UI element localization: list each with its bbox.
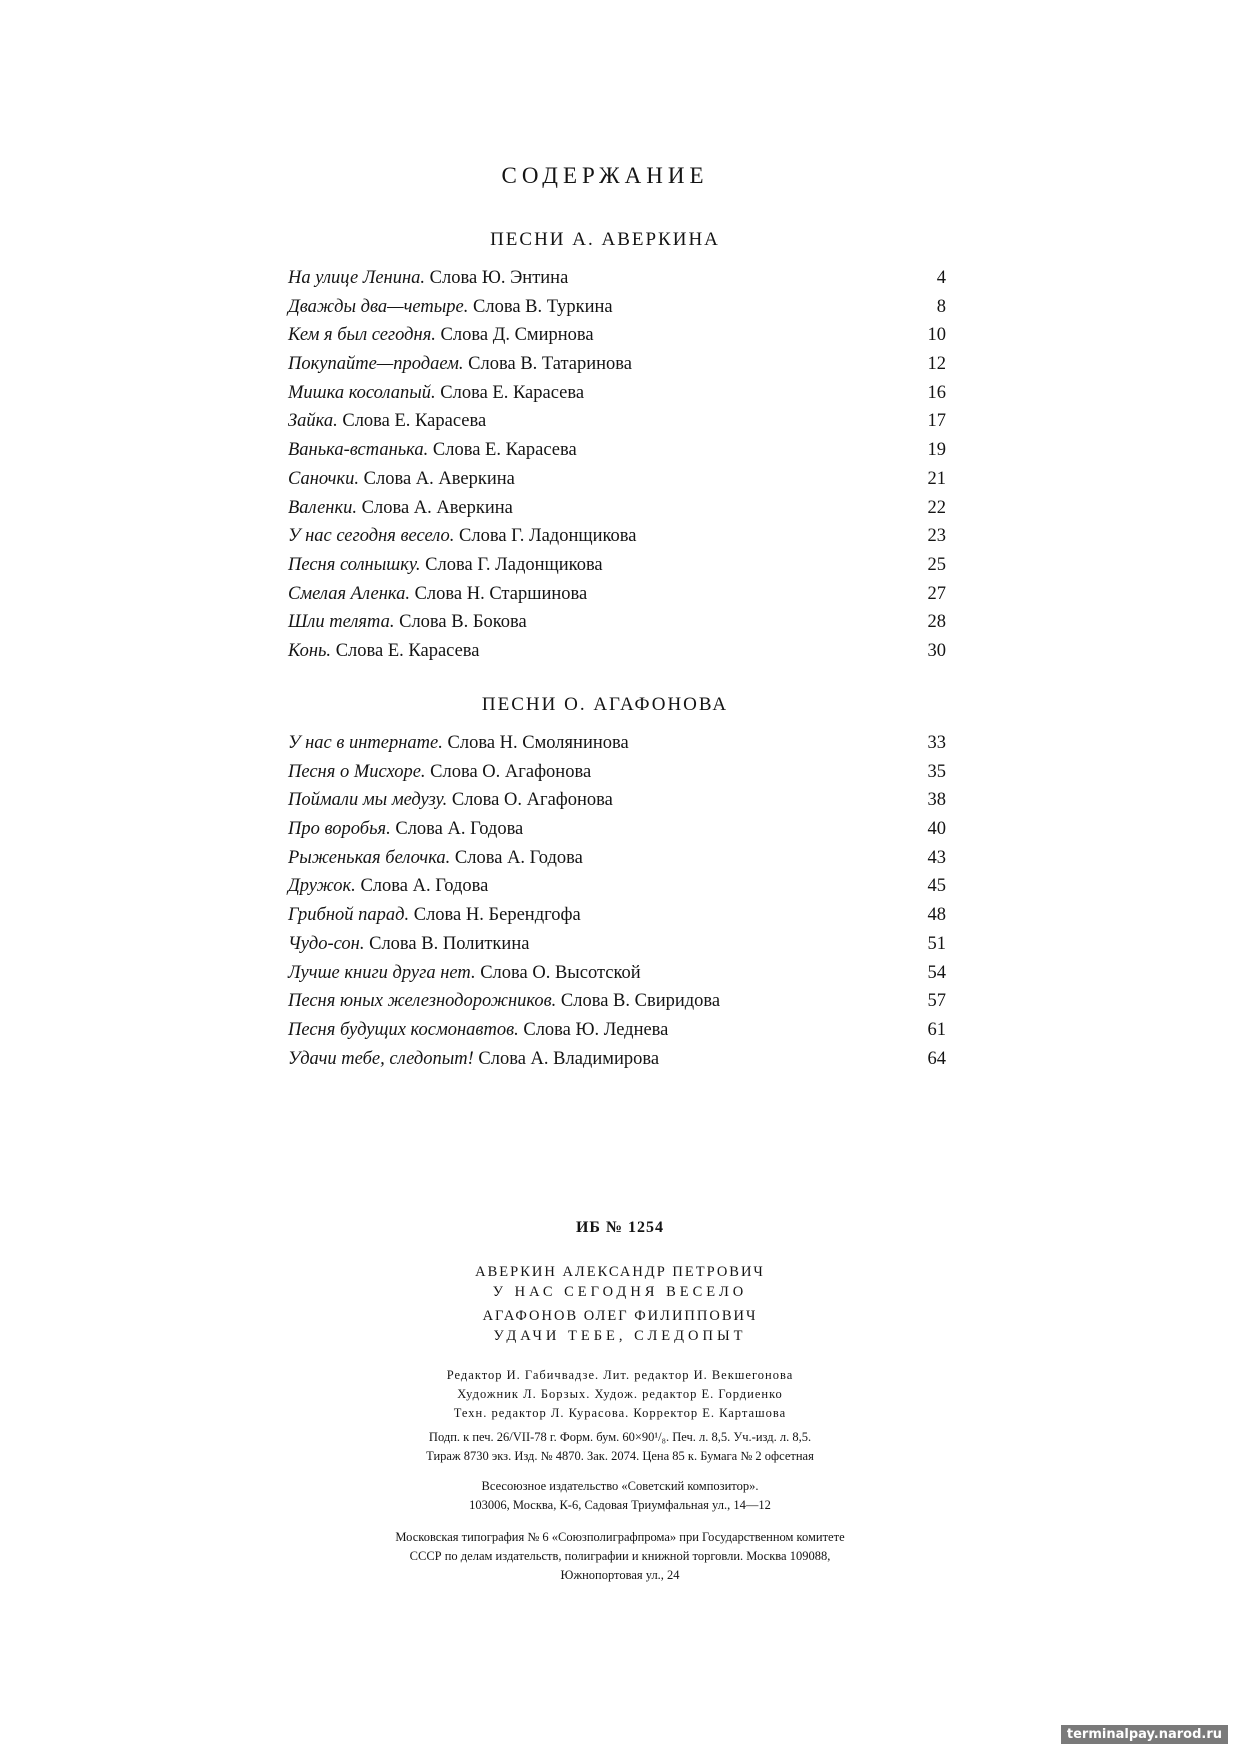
toc-entry: [288, 297, 946, 326]
toc-entry-text: [288, 268, 568, 289]
page-number: 19: [927, 440, 946, 461]
toc-entry: [288, 762, 946, 791]
page-number: 10: [927, 325, 946, 346]
song-title: Шли телята.: [288, 612, 395, 633]
toc-entry: [288, 411, 946, 440]
song-title: Рыженькая белочка.: [288, 847, 451, 868]
page-number: 21: [927, 468, 946, 489]
toc-entry-text: [288, 790, 613, 811]
lyricist: Слова А. Владимирова: [478, 1048, 660, 1069]
song-title: На улице Ленина.: [288, 268, 426, 288]
page-number: 64: [927, 1048, 946, 1069]
page-number: 17: [927, 411, 946, 432]
toc-entry: [288, 905, 946, 934]
lyricist: Слова О. Агафонова: [430, 761, 592, 782]
toc-entry-text: [288, 641, 480, 662]
imprint-book-1: У НАС СЕГОДНЯ ВЕСЕЛО: [492, 1284, 748, 1300]
page-number: 12: [927, 354, 946, 375]
song-title: У нас сегодня весело.: [288, 526, 455, 547]
ib-number: ИБ № 1254: [575, 1219, 665, 1236]
page-number: 35: [927, 761, 946, 782]
lyricist: Слова Е. Карасева: [432, 440, 577, 461]
page-number: 25: [927, 554, 946, 575]
page-number: 28: [927, 612, 946, 633]
spec-line: Тираж 8730 экз. Изд. № 4870. Зак. 2074. Цена 85 к. Бумага № 2 офсетная: [426, 1449, 814, 1463]
lyricist: Слова Ю. Леднева: [523, 1019, 669, 1040]
toc-entry-text: [288, 526, 637, 547]
lyricist: Слова А. Годова: [395, 819, 524, 840]
toc-entry: [288, 790, 946, 819]
toc-entry: [288, 325, 946, 354]
toc-entry-text: [288, 440, 577, 461]
toc-entry: [288, 991, 946, 1020]
lyricist: Слова Н. Смолянинова: [447, 733, 629, 753]
imprint-specs: [0, 1428, 1240, 1466]
lyricist: Слова А. Аверкина: [363, 468, 515, 489]
toc-entry: [288, 963, 946, 992]
lyricist: Слова А. Аверкина: [361, 497, 513, 518]
toc-entry: [288, 876, 946, 905]
page-number: 48: [927, 905, 946, 926]
toc-entry: [288, 819, 946, 848]
page-number: 45: [927, 876, 946, 897]
toc-list-agafonov: [288, 733, 946, 1077]
lyricist: Слова Г. Ладонщикова: [459, 526, 637, 547]
printer-line: Московская типография № 6 «Союзполиграфпрома» при Государственном комитете: [395, 1530, 845, 1544]
page-number: 51: [927, 933, 946, 954]
song-title: Саночки.: [288, 468, 360, 489]
song-title: Поймали мы медузу.: [288, 790, 448, 811]
song-title: Дважды два—четыре.: [288, 296, 469, 317]
toc-entry: [288, 733, 946, 762]
song-title: Дружок.: [288, 876, 356, 897]
song-title: Зайка.: [288, 411, 338, 432]
toc-entry-text: [288, 555, 603, 576]
toc-entry-text: [288, 498, 513, 519]
imprint-credits: [0, 1366, 1240, 1423]
toc-entry: [288, 934, 946, 963]
toc-entry-text: [288, 905, 581, 926]
page-number: 43: [927, 847, 946, 868]
song-title: У нас в интернате.: [288, 733, 443, 753]
toc-entry: [288, 440, 946, 469]
song-title: Песня юных железнодорожников.: [288, 991, 557, 1012]
imprint-titles: [0, 1262, 1240, 1346]
toc-entry: [288, 383, 946, 412]
imprint-author-2: АГАФОНОВ ОЛЕГ ФИЛИППОВИЧ: [482, 1308, 758, 1324]
page-title: СОДЕРЖАНИЕ: [501, 163, 709, 188]
lyricist: Слова В. Татаринова: [468, 354, 633, 375]
page-number: 40: [927, 819, 946, 840]
toc-entry-text: [288, 297, 613, 318]
toc-entry-text: [288, 762, 591, 783]
song-title: Чудо-сон.: [288, 933, 365, 954]
toc-entry: [288, 469, 946, 498]
imprint-publisher: [0, 1477, 1240, 1515]
toc-entry: [288, 612, 946, 641]
toc-entry-text: [288, 612, 527, 633]
song-title: Мишка косолапый.: [288, 382, 436, 403]
section-heading-agafonov: ПЕСНИ О. АГАФОНОВА: [481, 694, 729, 715]
toc-entry: [288, 1049, 946, 1078]
page-number: 33: [927, 733, 946, 753]
song-title: Валенки.: [288, 497, 357, 518]
song-title: Конь.: [288, 640, 332, 661]
song-title: Смелая Аленка.: [288, 583, 410, 604]
page-number: 27: [927, 583, 946, 604]
lyricist: Слова О. Агафонова: [451, 790, 613, 811]
credit-line: Редактор И. Габичвадзе. Лит. редактор И. Векшегонова: [446, 1368, 794, 1382]
lyricist: Слова Ю. Энтина: [429, 268, 569, 288]
lyricist: Слова Д. Смирнова: [440, 325, 594, 346]
toc-entry: [288, 268, 946, 297]
toc-entry-text: [288, 584, 587, 605]
toc-entry: [288, 526, 946, 555]
song-title: Песня будущих космонавтов.: [288, 1019, 519, 1040]
song-title: Покупайте—продаем.: [288, 354, 464, 375]
imprint-author-1: АВЕРКИН АЛЕКСАНДР ПЕТРОВИЧ: [475, 1264, 765, 1280]
page-number: 57: [927, 991, 946, 1012]
toc-entry-text: [288, 876, 488, 897]
page-number: 4: [936, 268, 946, 288]
section-heading-averkin: ПЕСНИ А. АВЕРКИНА: [490, 229, 720, 250]
toc-entry: [288, 584, 946, 613]
toc-entry: [288, 1020, 946, 1049]
page-number: 8: [936, 296, 946, 317]
spec-line: Подп. к печ. 26/VII-78 г. Форм. бум. 60×90¹/₈. Печ. л. 8,5. Уч.-изд. л. 8,5.: [428, 1430, 812, 1444]
toc-entry-text: [288, 819, 523, 840]
watermark: terminalpay.narod.ru: [1061, 1725, 1228, 1744]
page-number: 22: [927, 497, 946, 518]
toc-entry: [288, 555, 946, 584]
toc-entry: [288, 498, 946, 527]
credit-line: Художник Л. Борзых. Худож. редактор Е. Гордиенко: [457, 1387, 783, 1401]
toc-entry-text: [288, 934, 529, 955]
toc-entry: [288, 641, 946, 670]
song-title: Грибной парад.: [288, 905, 410, 926]
printer-line: СССР по делам издательств, полиграфии и книжной торговли. Москва 109088,: [409, 1549, 831, 1563]
imprint-printer: [0, 1528, 1240, 1585]
toc-entry-text: [288, 354, 632, 375]
printer-line: Южнопортовая ул., 24: [560, 1568, 680, 1582]
lyricist: Слова Г. Ладонщикова: [425, 554, 603, 575]
toc-entry-text: [288, 1020, 668, 1041]
page-number: 30: [927, 640, 946, 661]
lyricist: Слова В. Бокова: [399, 612, 527, 633]
lyricist: Слова Е. Карасева: [335, 640, 480, 661]
toc-entry-text: [288, 963, 641, 984]
lyricist: Слова Е. Карасева: [342, 411, 487, 432]
credit-line: Техн. редактор Л. Курасова. Корректор Е. Карташова: [453, 1406, 787, 1420]
publisher-line: 103006, Москва, К-6, Садовая Триумфальная ул., 14—12: [469, 1498, 771, 1512]
lyricist: Слова А. Годова: [454, 847, 583, 868]
song-title: Удачи тебе, следопыт!: [288, 1048, 474, 1069]
lyricist: Слова В. Политкина: [369, 933, 530, 954]
imprint-book-2: УДАЧИ ТЕБЕ, СЛЕДОПЫТ: [493, 1328, 747, 1344]
song-title: Песня о Мисхоре.: [288, 761, 426, 782]
toc-entry: [288, 354, 946, 383]
page-number: 61: [927, 1019, 946, 1040]
lyricist: Слова В. Свиридова: [560, 991, 721, 1012]
page-number: 38: [927, 790, 946, 811]
lyricist: Слова Н. Берендгофа: [413, 905, 581, 926]
song-title: Кем я был сегодня.: [288, 325, 436, 346]
toc-entry: [288, 848, 946, 877]
lyricist: Слова В. Туркина: [473, 296, 613, 317]
song-title: Ванька-встанька.: [288, 440, 429, 461]
toc-entry-text: [288, 733, 629, 754]
toc-entry-text: [288, 991, 720, 1012]
publisher-line: Всесоюзное издательство «Советский композитор».: [481, 1479, 759, 1493]
page-number: 16: [927, 382, 946, 403]
lyricist: Слова Н. Старшинова: [414, 583, 588, 604]
lyricist: Слова Е. Карасева: [440, 382, 585, 403]
page-number: 54: [927, 962, 946, 983]
page-number: 23: [927, 526, 946, 547]
song-title: Про воробья.: [288, 819, 391, 840]
toc-entry-text: [288, 325, 594, 346]
toc-entry-text: [288, 1049, 659, 1070]
toc-entry-text: [288, 848, 583, 869]
toc-entry-text: [288, 469, 515, 490]
lyricist: Слова О. Высотской: [480, 962, 641, 983]
song-title: Песня солнышку.: [288, 554, 421, 575]
toc-entry-text: [288, 383, 584, 404]
toc-list-averkin: [288, 268, 946, 670]
toc-entry-text: [288, 411, 486, 432]
lyricist: Слова А. Годова: [360, 876, 489, 897]
song-title: Лучше книги друга нет.: [288, 962, 476, 983]
